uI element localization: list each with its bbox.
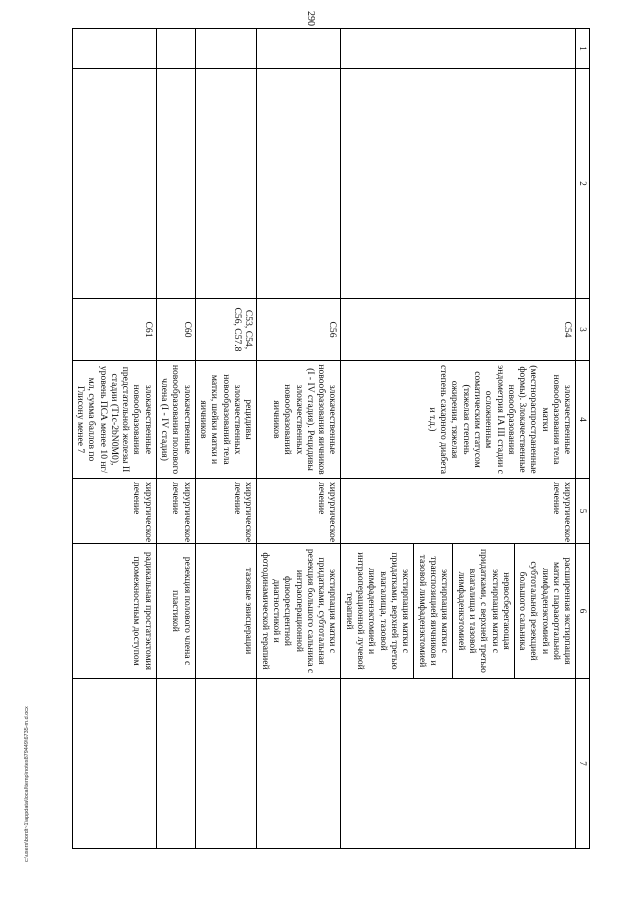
cell-col7 [72, 679, 156, 849]
diagnosis-code-cell: C61 [72, 299, 156, 361]
rotated-table-container [70, 28, 640, 766]
diagnosis-description-cell: злокачественные новообразования полового члена (I - IV стадия) [156, 361, 195, 479]
method-cell: экстирпация матки с придатками, субтотальная резекция большого сальника с интраоперационной флюоресцентной диагностикой и фотодинамической терапией [257, 544, 341, 679]
table-row [195, 29, 257, 849]
page-number: 290 [304, 10, 316, 26]
table-row [156, 29, 195, 849]
cell-col2 [341, 69, 576, 299]
cell-col1 [72, 29, 156, 69]
table-rotation-frame [70, 28, 590, 848]
cell-col1 [195, 29, 257, 69]
table-row [72, 29, 156, 849]
cell-col7 [341, 679, 576, 849]
cell-col7 [257, 679, 341, 849]
method-cell: радикальная простатэктомия промежностным доступом [72, 544, 156, 679]
cell-col2 [156, 69, 195, 299]
cell-col2 [72, 69, 156, 299]
medical-procedures-table [72, 28, 590, 849]
diagnosis-code-cell: C56 [257, 299, 341, 361]
diagnosis-description-cell: злокачественные новообразования яичников (I - IV стадия). Рецидивы злокачественных новообразований яичников [257, 361, 341, 479]
cell-col2 [195, 69, 257, 299]
table-header-row [576, 29, 590, 849]
method-cell: расширенная экстирпация матки с парааортальной лимфаденэктомией и субтотальной резекцией большого сальника [514, 544, 576, 679]
footer-file-path: c:\users\bordt~1\appdata\local\temp\notes879449\6735-m.d.ocx [24, 706, 30, 862]
diagnosis-code-cell: C53, C54, C56, C57.8 [195, 299, 257, 361]
diagnosis-description-cell: злокачественные новообразования тела матки (местнораспространенные формы). Злокачественные новообразования эндометрия IA III стадии с осложненным соматическим статусом (тяжелая степень ожирения, тяжелая степень сахарного диабета и т.д.) [341, 361, 576, 479]
cell-col7 [195, 679, 257, 849]
diagnosis-description-cell: рецидивы злокачественных новообразований тела матки, шейки матки и яичников [195, 361, 257, 479]
treatment-type-cell: хирургическое лечение [156, 479, 195, 544]
method-cell: экстирпация матки с транспозицией яичников и тазовой лимфаденэктомией [414, 544, 453, 679]
method-cell: экстирпация матки с придатками, верхней третью влагалища, тазовой лимфаденэктомией и интраоперационной лучевой терапией [341, 544, 414, 679]
cell-col2 [257, 69, 341, 299]
column-header-5: 5 [576, 479, 590, 544]
column-header-7: 7 [576, 679, 590, 849]
page-number-container [295, 8, 325, 28]
cell-col1 [341, 29, 576, 69]
cell-col1 [257, 29, 341, 69]
treatment-type-cell: хирургическое лечение [257, 479, 341, 544]
treatment-type-cell: хирургическое лечение [341, 479, 576, 544]
method-cell: нервосберегающая экстирпация матки с придатками, с верхней третью влагалища и тазовой лимфаденкэтомией [453, 544, 515, 679]
column-header-3: 3 [576, 299, 590, 361]
column-header-6: 6 [576, 544, 590, 679]
table-row [514, 29, 576, 849]
column-header-4: 4 [576, 361, 590, 479]
column-header-1: 1 [576, 29, 590, 69]
cell-col7 [156, 679, 195, 849]
diagnosis-code-cell: C60 [156, 299, 195, 361]
cell-col1 [156, 29, 195, 69]
column-header-2: 2 [576, 69, 590, 299]
treatment-type-cell: хирургическое лечение [72, 479, 156, 544]
treatment-type-cell: хирургическое лечение [195, 479, 257, 544]
table-row [257, 29, 341, 849]
diagnosis-description-cell: злокачественные новообразования предстательной железы II стадии (T1c-2bN0M0), уровень ПСА менее 10 нг/мл, сумма баллов по Глисону менее 7 [72, 361, 156, 479]
diagnosis-code-cell: C54 [341, 299, 576, 361]
method-cell: тазовые эвисцерации [195, 544, 257, 679]
method-cell: резекция полового члена с пластикой [156, 544, 195, 679]
